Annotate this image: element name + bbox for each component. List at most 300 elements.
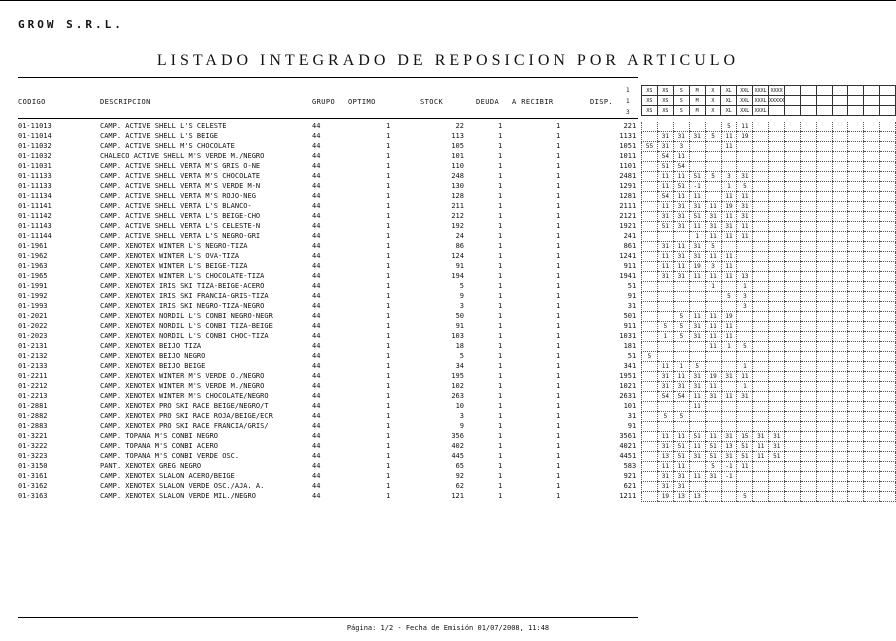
size-detail-cell <box>642 292 658 302</box>
cell-desc: CAMP. XENOTEX WINTER M'S VERDE M./NEGRO <box>100 382 265 390</box>
cell-rec: 1 <box>556 152 561 160</box>
size-detail-cell: 1 <box>721 182 737 192</box>
size-detail-cell <box>848 312 864 322</box>
cell-code: 01-2883 <box>18 422 48 430</box>
size-detail-row <box>642 142 896 152</box>
size-header-cell: XS <box>657 86 673 96</box>
size-detail-cell <box>800 262 816 272</box>
size-detail-cell <box>753 412 769 422</box>
cell-opt: 1 <box>386 132 391 140</box>
size-detail-cell <box>816 152 832 162</box>
size-detail-cell <box>880 402 896 412</box>
cell-desc: CAMP. TOPANA M'S CONBI VERDE OSC. <box>100 452 240 460</box>
size-detail-cell <box>721 492 737 502</box>
size-detail-cell <box>642 362 658 372</box>
cell-deu: 1 <box>498 172 503 180</box>
cell-disp: 445 <box>619 452 632 460</box>
size-detail-cell: 5 <box>689 362 705 372</box>
size-detail-cell <box>689 282 705 292</box>
size-detail-cell <box>864 422 880 432</box>
cell-flag: 1 <box>632 172 637 180</box>
size-detail-row <box>642 292 896 302</box>
size-detail-cell <box>769 402 785 412</box>
cell-grp: 44 <box>312 452 321 460</box>
size-detail-cell: 19 <box>737 132 753 142</box>
size-detail-cell: 11 <box>705 312 721 322</box>
size-detail-cell <box>816 372 832 382</box>
size-detail-cell: 11 <box>657 252 673 262</box>
size-detail-cell <box>721 422 737 432</box>
size-detail-cell <box>642 332 658 342</box>
size-detail-cell: 31 <box>737 392 753 402</box>
size-detail-row <box>642 402 896 412</box>
cell-code: 01-2882 <box>18 412 48 420</box>
size-detail-cell: 19 <box>721 202 737 212</box>
cell-opt: 1 <box>386 262 391 270</box>
size-detail-cell <box>737 422 753 432</box>
size-detail-cell: 11 <box>721 132 737 142</box>
size-detail-cell <box>753 232 769 242</box>
size-detail-cell: 5 <box>721 122 737 132</box>
size-detail-cell <box>769 352 785 362</box>
cell-stock: 110 <box>451 162 464 170</box>
size-detail-cell <box>848 122 864 132</box>
cell-opt: 1 <box>386 412 391 420</box>
size-detail-cell: 31 <box>721 222 737 232</box>
size-detail-cell: 31 <box>705 392 721 402</box>
table-row <box>18 492 638 502</box>
size-header-cell <box>848 86 864 96</box>
size-detail-cell <box>880 172 896 182</box>
size-detail-cell <box>880 422 896 432</box>
size-detail-cell <box>673 282 689 292</box>
size-detail-cell <box>689 162 705 172</box>
size-header-grid <box>641 85 896 116</box>
cell-disp: 212 <box>619 212 632 220</box>
cell-flag: 1 <box>632 232 637 240</box>
size-detail-cell <box>816 302 832 312</box>
size-detail-cell: 54 <box>657 392 673 402</box>
cell-desc: CAMP. ACTIVE SHELL L'S CELESTE <box>100 122 227 130</box>
size-detail-cell <box>848 422 864 432</box>
size-detail-cell: 11 <box>721 332 737 342</box>
cell-disp: 356 <box>619 432 632 440</box>
size-detail-cell <box>753 422 769 432</box>
size-detail-cell <box>721 282 737 292</box>
size-detail-cell <box>785 462 801 472</box>
cell-stock: 130 <box>451 182 464 190</box>
size-detail-cell <box>816 122 832 132</box>
size-detail-cell: 51 <box>737 452 753 462</box>
size-detail-cell <box>753 382 769 392</box>
size-detail-cell <box>848 262 864 272</box>
size-detail-cell <box>769 202 785 212</box>
cell-deu: 1 <box>498 282 503 290</box>
size-detail-cell: 11 <box>673 192 689 202</box>
size-detail-cell <box>721 162 737 172</box>
size-detail-cell <box>880 192 896 202</box>
size-detail-cell <box>753 302 769 312</box>
size-detail-cell: 51 <box>705 442 721 452</box>
size-detail-cell <box>785 212 801 222</box>
size-detail-cell <box>848 222 864 232</box>
size-detail-cell <box>737 262 753 272</box>
cell-code: 01-2022 <box>18 322 48 330</box>
size-detail-cell <box>880 322 896 332</box>
size-detail-cell: 19 <box>689 262 705 272</box>
size-detail-cell <box>642 302 658 312</box>
size-detail-cell <box>769 152 785 162</box>
cell-opt: 1 <box>386 372 391 380</box>
size-detail-cell: 31 <box>673 212 689 222</box>
size-detail-cell <box>642 192 658 202</box>
size-detail-cell <box>800 172 816 182</box>
size-detail-cell <box>769 412 785 422</box>
cell-deu: 1 <box>498 342 503 350</box>
cell-stock: 24 <box>455 232 464 240</box>
size-detail-cell <box>800 402 816 412</box>
size-detail-cell <box>800 382 816 392</box>
size-detail-cell: 11 <box>689 442 705 452</box>
size-detail-row <box>642 132 896 142</box>
size-detail-cell <box>785 202 801 212</box>
cell-opt: 1 <box>386 142 391 150</box>
size-detail-cell <box>864 172 880 182</box>
cell-stock: 263 <box>451 392 464 400</box>
cell-grp: 44 <box>312 412 321 420</box>
size-detail-cell: 5 <box>737 342 753 352</box>
cell-code: 01-2211 <box>18 372 48 380</box>
size-detail-cell: 31 <box>673 472 689 482</box>
cell-desc: CAMP. ACTIVE SHELL M'S CHOCOLATE <box>100 142 235 150</box>
size-detail-cell <box>642 282 658 292</box>
cell-grp: 44 <box>312 152 321 160</box>
size-detail-cell: 54 <box>673 162 689 172</box>
size-header-cell: XS <box>657 96 673 106</box>
cell-deu: 1 <box>498 492 503 500</box>
cell-disp: 34 <box>623 362 632 370</box>
cell-rec: 1 <box>556 342 561 350</box>
size-detail-cell <box>753 282 769 292</box>
cell-disp: 101 <box>619 152 632 160</box>
size-detail-cell: 11 <box>705 342 721 352</box>
cell-deu: 1 <box>498 212 503 220</box>
size-detail-cell: 13 <box>657 452 673 462</box>
size-detail-cell <box>832 372 848 382</box>
cell-opt: 1 <box>386 232 391 240</box>
cell-flag: 1 <box>632 302 637 310</box>
size-detail-cell <box>785 142 801 152</box>
cell-opt: 1 <box>386 332 391 340</box>
col-header-disp: DISP. <box>590 98 614 106</box>
size-detail-cell <box>753 332 769 342</box>
cell-code: 01-3221 <box>18 432 48 440</box>
cell-opt: 1 <box>386 442 391 450</box>
size-detail-cell <box>816 142 832 152</box>
size-detail-cell <box>689 412 705 422</box>
size-detail-cell <box>848 242 864 252</box>
size-detail-cell: 5 <box>705 242 721 252</box>
table-row <box>18 412 638 422</box>
size-detail-cell <box>832 362 848 372</box>
cell-rec: 1 <box>556 462 561 470</box>
size-detail-cell <box>832 342 848 352</box>
cell-code: 01-11031 <box>18 162 52 170</box>
size-detail-cell <box>785 362 801 372</box>
size-detail-cell: 5 <box>673 312 689 322</box>
cell-flag: 1 <box>632 182 637 190</box>
size-header-cell <box>832 96 848 106</box>
size-detail-cell <box>800 282 816 292</box>
size-detail-cell <box>705 182 721 192</box>
size-detail-cell <box>769 392 785 402</box>
cell-grp: 44 <box>312 322 321 330</box>
size-detail-row <box>642 492 896 502</box>
size-detail-cell <box>848 282 864 292</box>
size-detail-cell <box>864 262 880 272</box>
size-detail-cell <box>832 352 848 362</box>
size-detail-cell <box>800 322 816 332</box>
size-detail-cell <box>832 332 848 342</box>
size-detail-cell: 5 <box>705 462 721 472</box>
size-detail-cell <box>800 332 816 342</box>
size-detail-row <box>642 212 896 222</box>
size-detail-cell <box>657 122 673 132</box>
cell-deu: 1 <box>498 362 503 370</box>
size-detail-cell <box>689 152 705 162</box>
size-detail-cell <box>864 362 880 372</box>
col-header-codigo: CODIGO <box>18 98 46 106</box>
size-detail-cell <box>721 382 737 392</box>
cell-opt: 1 <box>386 162 391 170</box>
cell-disp: 103 <box>619 332 632 340</box>
size-detail-cell <box>673 122 689 132</box>
size-row-label: 1 <box>626 87 630 94</box>
size-detail-cell <box>832 142 848 152</box>
cell-grp: 44 <box>312 162 321 170</box>
size-detail-cell: 31 <box>689 242 705 252</box>
header-rule-top <box>18 77 638 78</box>
size-detail-cell <box>673 402 689 412</box>
size-detail-cell <box>769 462 785 472</box>
size-detail-cell: 31 <box>689 202 705 212</box>
size-detail-cell <box>832 282 848 292</box>
size-detail-cell: 31 <box>737 212 753 222</box>
cell-deu: 1 <box>498 312 503 320</box>
cell-flag: 1 <box>632 362 637 370</box>
size-detail-cell <box>705 292 721 302</box>
size-detail-cell <box>848 402 864 412</box>
cell-grp: 44 <box>312 332 321 340</box>
cell-disp: 124 <box>619 252 632 260</box>
size-detail-cell <box>816 422 832 432</box>
size-detail-cell: 11 <box>673 172 689 182</box>
size-detail-cell: 5 <box>737 492 753 502</box>
cell-code: 01-3223 <box>18 452 48 460</box>
size-detail-cell <box>705 482 721 492</box>
cell-rec: 1 <box>556 272 561 280</box>
size-detail-cell <box>642 402 658 412</box>
size-detail-cell <box>785 472 801 482</box>
size-detail-cell: 11 <box>737 192 753 202</box>
size-detail-cell <box>800 362 816 372</box>
size-detail-cell: 54 <box>657 152 673 162</box>
size-detail-cell <box>737 252 753 262</box>
cell-flag: 1 <box>632 212 637 220</box>
size-detail-cell: 5 <box>721 292 737 302</box>
size-detail-cell: 1 <box>673 362 689 372</box>
size-detail-cell <box>800 122 816 132</box>
size-detail-cell <box>673 352 689 362</box>
cell-code: 01-1961 <box>18 242 48 250</box>
size-detail-cell: 1 <box>657 332 673 342</box>
size-detail-cell <box>816 482 832 492</box>
size-header-cell <box>880 86 896 96</box>
size-detail-cell <box>769 292 785 302</box>
size-detail-cell: 11 <box>705 252 721 262</box>
size-detail-cell <box>800 192 816 202</box>
size-detail-cell <box>800 352 816 362</box>
cell-flag: 1 <box>632 192 637 200</box>
cell-stock: 402 <box>451 442 464 450</box>
size-detail-cell <box>657 342 673 352</box>
size-detail-cell <box>785 432 801 442</box>
size-detail-cell: 11 <box>657 362 673 372</box>
size-detail-cell <box>689 482 705 492</box>
size-detail-cell <box>642 442 658 452</box>
cell-code: 01-11032 <box>18 152 52 160</box>
cell-grp: 44 <box>312 212 321 220</box>
size-detail-cell: 11 <box>689 312 705 322</box>
cell-desc: CAMP. TOPANA M'S CONBI NEGRO <box>100 432 219 440</box>
size-header-cell <box>785 86 801 96</box>
size-detail-cell <box>642 492 658 502</box>
size-detail-row <box>642 152 896 162</box>
size-detail-cell <box>848 182 864 192</box>
cell-stock: 9 <box>459 422 464 430</box>
size-detail-cell: 31 <box>673 132 689 142</box>
size-detail-row <box>642 332 896 342</box>
cell-opt: 1 <box>386 422 391 430</box>
size-detail-cell <box>737 312 753 322</box>
size-detail-cell <box>785 292 801 302</box>
table-row <box>18 272 638 282</box>
size-detail-cell <box>769 222 785 232</box>
size-detail-cell: 5 <box>673 322 689 332</box>
table-row <box>18 332 638 342</box>
size-detail-cell <box>753 352 769 362</box>
cell-opt: 1 <box>386 152 391 160</box>
size-detail-cell <box>737 352 753 362</box>
size-detail-cell: 5 <box>657 412 673 422</box>
cell-stock: 9 <box>459 292 464 300</box>
size-detail-row <box>642 172 896 182</box>
cell-desc: CAMP. XENOTEX BEIJO TIZA <box>100 342 202 350</box>
size-detail-cell <box>880 162 896 172</box>
cell-desc: CAMP. TOPANA M'S CONBI ACERO <box>100 442 219 450</box>
size-header-cell <box>801 86 817 96</box>
size-detail-cell <box>753 242 769 252</box>
cell-desc: CAMP. XENOTEX NORDIL L'S CONBI NEGRO-NEGR <box>100 312 273 320</box>
size-detail-cell <box>769 332 785 342</box>
size-detail-cell <box>832 272 848 282</box>
cell-code: 01-3161 <box>18 472 48 480</box>
size-header-cell: XS <box>642 106 658 116</box>
article-list <box>18 122 638 502</box>
size-detail-cell <box>705 412 721 422</box>
cell-code: 01-3162 <box>18 482 48 490</box>
size-detail-cell <box>800 412 816 422</box>
cell-code: 01-3222 <box>18 442 48 450</box>
cell-desc: CAMP. XENOTEX PRO SKI RACE FRANCIA/GRIS/ <box>100 422 269 430</box>
cell-disp: 50 <box>623 312 632 320</box>
cell-stock: 195 <box>451 372 464 380</box>
size-detail-row <box>642 312 896 322</box>
size-detail-cell <box>864 192 880 202</box>
cell-rec: 1 <box>556 322 561 330</box>
table-row <box>18 202 638 212</box>
size-detail-cell: 11 <box>689 222 705 232</box>
table-row <box>18 172 638 182</box>
size-detail-cell: 54 <box>657 192 673 202</box>
size-detail-cell <box>864 252 880 262</box>
size-detail-cell <box>800 292 816 302</box>
cell-deu: 1 <box>498 432 503 440</box>
size-header-cell: M <box>689 106 705 116</box>
size-detail-cell: 11 <box>657 182 673 192</box>
size-detail-cell: 11 <box>737 462 753 472</box>
size-detail-cell <box>864 492 880 502</box>
table-row <box>18 342 638 352</box>
size-detail-cell: 31 <box>657 472 673 482</box>
size-detail-cell: 11 <box>705 432 721 442</box>
size-detail-cell <box>880 472 896 482</box>
size-detail-cell <box>785 482 801 492</box>
cell-disp: 58 <box>623 462 632 470</box>
cell-code: 01-3150 <box>18 462 48 470</box>
size-detail-cell <box>800 232 816 242</box>
cell-disp: 91 <box>623 322 632 330</box>
size-detail-row <box>642 272 896 282</box>
size-detail-cell: 31 <box>657 132 673 142</box>
cell-code: 01-1965 <box>18 272 48 280</box>
size-detail-cell <box>642 412 658 422</box>
cell-code: 01-2021 <box>18 312 48 320</box>
cell-grp: 44 <box>312 282 321 290</box>
size-detail-cell <box>657 292 673 302</box>
cell-desc: CAMP. XENOTEX BEIJO NEGRO <box>100 352 206 360</box>
size-detail-cell <box>816 202 832 212</box>
cell-flag: 1 <box>632 372 637 380</box>
size-detail-row <box>642 382 896 392</box>
size-detail-cell <box>832 232 848 242</box>
size-detail-cell: 31 <box>689 452 705 462</box>
table-row <box>18 252 638 262</box>
size-detail-cell <box>737 402 753 412</box>
size-detail-cell <box>753 362 769 372</box>
size-detail-cell <box>753 292 769 302</box>
size-header-cell <box>801 96 817 106</box>
size-detail-cell <box>880 142 896 152</box>
size-detail-cell: 31 <box>705 222 721 232</box>
size-header-cell <box>816 86 832 96</box>
cell-opt: 1 <box>386 192 391 200</box>
cell-code: 01-11142 <box>18 212 52 220</box>
size-detail-cell: 31 <box>689 252 705 262</box>
size-header-cell: XXL <box>737 86 753 96</box>
size-detail-cell <box>769 232 785 242</box>
size-detail-cell: 11 <box>753 442 769 452</box>
